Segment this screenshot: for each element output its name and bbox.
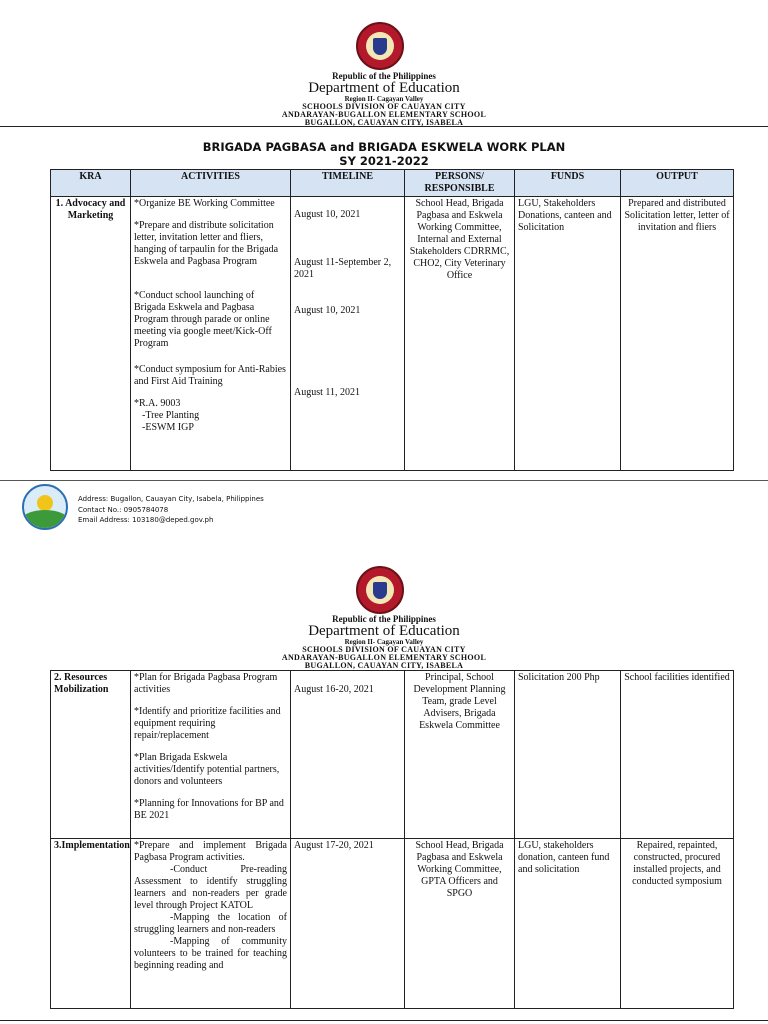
activity-item: *Organize BE Working Committee	[134, 198, 275, 209]
output-cell: Prepared and distributed Solicitation letter, letter of invitation and fliers	[621, 197, 734, 471]
activities-cell	[131, 671, 291, 839]
table-header-row	[51, 170, 734, 197]
activity-item: *Prepare and distribute solicitation letter, invitation letter and fliers, hanging of tarpaulin for the Brigada Eskwela and Pagbasa Program	[134, 220, 279, 267]
output-cell: School facilities identified	[621, 671, 734, 839]
activities-cell	[131, 839, 291, 1009]
timeline-item: August 11-September 2, 2021	[294, 257, 392, 280]
republic-text: Republic of the Philippines	[332, 614, 436, 624]
kra-cell: 2. Resources Mobilization	[51, 671, 131, 839]
activity-item: -Mapping of community volunteers to be trained for teaching beginning reading and	[134, 936, 287, 971]
work-plan-table-page-2	[50, 670, 734, 1009]
activities-cell	[131, 197, 291, 471]
timeline-cell	[291, 197, 405, 471]
page-bottom-divider	[0, 1020, 768, 1021]
department-text: Department of Education	[308, 623, 460, 639]
activity-item: *Planning for Innovations for BP and BE 2021	[134, 798, 284, 821]
activity-item: -Mapping the location of struggling learners and non-readers	[134, 912, 287, 935]
persons-cell: School Head, Brigada Pagbasa and Eskwela Working Committee, GPTA Officers and SPGO	[405, 839, 515, 1009]
region-text: Region II- Cagayan Valley	[344, 95, 424, 103]
timeline-item: August 10, 2021	[294, 209, 361, 220]
timeline-item: August 10, 2021	[294, 305, 361, 316]
letterhead	[0, 615, 768, 670]
timeline-item: August 16-20, 2021	[294, 684, 374, 695]
header-output: OUTPUT	[621, 170, 734, 197]
table-row	[51, 671, 734, 839]
header-activities: ACTIVITIES	[131, 170, 291, 197]
footer-divider	[0, 480, 768, 481]
kra-cell: 1. Advocacy and Marketing	[51, 197, 131, 471]
header-divider	[0, 126, 768, 127]
header-funds: FUNDS	[515, 170, 621, 197]
region-text: Region II- Cagayan Valley	[344, 638, 424, 646]
timeline-cell	[291, 671, 405, 839]
activity-item: *Plan for Brigada Pagbasa Program activities	[134, 672, 278, 695]
header-kra: KRA	[51, 170, 131, 197]
table-row	[51, 197, 734, 471]
title-line-2: SY 2021-2022	[339, 154, 429, 168]
timeline-cell: August 17-20, 2021	[291, 839, 405, 1009]
header-persons: PERSONS/ RESPONSIBLE	[405, 170, 515, 197]
footer-address: Address: Bugallon, Cauayan City, Isabela, Philippines	[78, 495, 264, 503]
kra-cell: 3.Implementation	[51, 839, 131, 1009]
school-logo-icon	[22, 484, 68, 530]
address-line-text: BUGALLON, CAUAYAN CITY, ISABELA	[304, 118, 464, 127]
header-timeline: TIMELINE	[291, 170, 405, 197]
funds-cell: LGU, Stakeholders Donations, canteen and Solicitation	[515, 197, 621, 471]
deped-seal-icon	[356, 22, 404, 70]
activity-item: -ESWM IGP	[142, 422, 194, 433]
activity-item: *Plan Brigada Eskwela activities/Identify potential partners, donors and volunteers	[134, 752, 280, 787]
footer-contact	[78, 494, 264, 526]
activity-item: -Conduct Pre-reading Assessment to identify struggling learners and non-readers per grade level through Project KATOL	[134, 864, 287, 911]
activity-item: *Conduct school launching of Brigada Eskwela and Pagbasa Program through parade or online meeting via google meet/Kick-Off Program	[134, 290, 272, 349]
school-text: ANDARAYAN-BUGALLON ELEMENTARY SCHOOL	[281, 653, 487, 662]
school-text: ANDARAYAN-BUGALLON ELEMENTARY SCHOOL	[281, 110, 487, 119]
division-text: SCHOOLS DIVISION OF CAUAYAN CITY	[302, 645, 466, 654]
republic-text: Republic of the Philippines	[332, 71, 436, 81]
activity-item: -Tree Planting	[142, 410, 200, 421]
document-title	[0, 140, 768, 168]
activity-item: *R.A. 9003	[134, 398, 181, 409]
table-row	[51, 839, 734, 1009]
activity-item: *Identify and prioritize facilities and equipment requiring repair/replacement	[134, 706, 281, 741]
title-line-1: BRIGADA PAGBASA and BRIGADA ESKWELA WORK PLAN	[202, 140, 566, 154]
funds-cell: Solicitation 200 Php	[515, 671, 621, 839]
deped-seal-icon	[356, 566, 404, 614]
activity-item: *Prepare and implement Brigada Pagbasa Program activities.	[134, 840, 287, 863]
activity-item: *Conduct symposium for Anti-Rabies and First Aid Training	[134, 364, 286, 387]
persons-cell: School Head, Brigada Pagbasa and Eskwela Working Committee, Internal and External Stakeholders CDRRMC, CHO2, City Veterinary Office	[405, 197, 515, 471]
timeline-item: August 11, 2021	[294, 387, 361, 398]
department-text: Department of Education	[308, 80, 460, 96]
persons-cell: Principal, School Development Planning Team, grade Level Advisers, Brigada Eskwela Committee	[405, 671, 515, 839]
output-cell: Repaired, repainted, constructed, procured installed projects, and conducted symposium	[621, 839, 734, 1009]
division-text: SCHOOLS DIVISION OF CAUAYAN CITY	[302, 102, 466, 111]
address-line-text: BUGALLON, CAUAYAN CITY, ISABELA	[304, 661, 464, 670]
footer-phone: Contact No.: 0905784078	[78, 505, 169, 514]
funds-cell: LGU, stakeholders donation, canteen fund and solicitation	[515, 839, 621, 1009]
work-plan-table-page-1	[50, 169, 734, 471]
letterhead	[0, 72, 768, 127]
footer-email: Email Address: 103180@deped.gov.ph	[78, 516, 214, 524]
